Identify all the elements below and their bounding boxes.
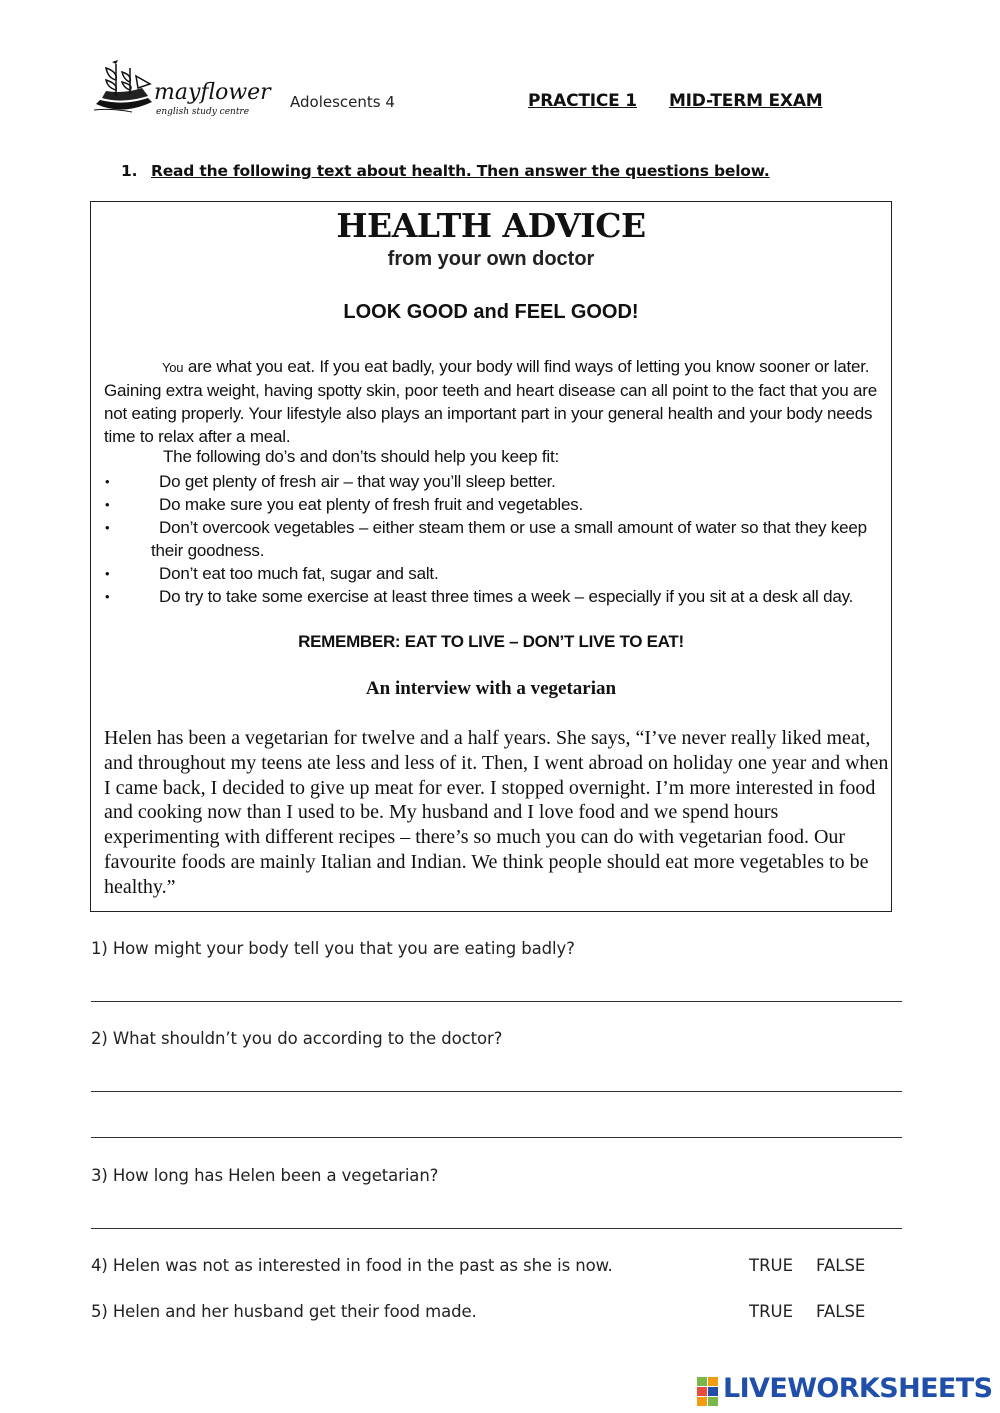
false-option-5[interactable]: FALSE xyxy=(816,1302,866,1321)
intro-paragraph xyxy=(104,355,884,448)
level-label: Adolescents 4 xyxy=(290,93,395,111)
exam-label: MID-TERM EXAM xyxy=(668,91,823,111)
liveworksheets-icon xyxy=(697,1377,719,1407)
bullet-icon: • xyxy=(105,474,110,489)
tips-list xyxy=(104,470,884,608)
instruction-text: Read the following text about health. Then answer the questions below. xyxy=(151,162,770,180)
bullet-icon: • xyxy=(105,589,110,604)
instruction xyxy=(121,162,770,180)
question-5: 5) Helen and her husband get their food made. xyxy=(91,1302,477,1321)
question-4: 4) Helen was not as interested in food in the past as she is now. xyxy=(91,1256,613,1275)
answer-line-2a[interactable] xyxy=(91,1091,902,1092)
true-option-4[interactable]: TRUE xyxy=(749,1256,794,1275)
question-1: 1) How might your body tell you that you are eating badly? xyxy=(91,939,575,958)
tip-text: Don’t overcook vegetables – either steam them or use a small amount of water so that they keep their goodness. xyxy=(151,518,867,560)
question-2: 2) What shouldn’t you do according to the doctor? xyxy=(91,1029,503,1048)
article-subtitle: from your own doctor xyxy=(387,248,595,270)
false-option-4[interactable]: FALSE xyxy=(816,1256,866,1275)
liveworksheets-watermark xyxy=(697,1373,997,1413)
paragraph-text: are what you eat. If you eat badly, your body will find ways of letting you know sooner or later. Gaining extra weight, having spotty skin, poor teeth and heart disease can all point to the fact that you are not eating properly. Your lifestyle also plays an important part in your general health and your body needs time to relax after a meal. xyxy=(104,357,877,446)
bullet-icon: • xyxy=(105,497,110,512)
paragraph-first-word: You xyxy=(162,360,184,375)
answer-line-3[interactable] xyxy=(91,1228,902,1229)
instruction-number: 1. xyxy=(121,162,138,180)
tip-text: Do make sure you eat plenty of fresh fruit and vegetables. xyxy=(159,495,584,514)
answer-line-2b[interactable] xyxy=(91,1137,902,1138)
list-item xyxy=(104,516,884,562)
practice-label: PRACTICE 1 xyxy=(528,91,637,111)
true-option-5[interactable]: TRUE xyxy=(749,1302,794,1321)
bullet-icon: • xyxy=(105,520,110,535)
list-item xyxy=(104,493,884,516)
watermark-text: LIVEWORKSHEETS xyxy=(723,1373,993,1404)
tip-text: Do get plenty of fresh air – that way you’ll sleep better. xyxy=(159,472,556,491)
tip-text: Do try to take some exercise at least three times a week – especially if you sit at a desk all day. xyxy=(159,587,854,606)
list-item xyxy=(104,585,884,608)
tip-text: Don’t eat too much fat, sugar and salt. xyxy=(159,564,439,583)
list-item xyxy=(104,470,884,493)
list-item xyxy=(104,562,884,585)
tips-intro: The following do’s and don’ts should help you keep fit: xyxy=(163,447,560,466)
logo-name: mayflower xyxy=(154,80,271,105)
question-3: 3) How long has Helen been a vegetarian? xyxy=(91,1166,439,1185)
interview-text: Helen has been a vegetarian for twelve and a half years. She says, “I’ve never really liked meat, and throughout my teens ate less and less of it. Then, I went abroad on holiday one year and when I came back, I decided to give up meat for ever. I stopped overnight. I’m more interested in food and cooking now than I used to be. My husband and I love food and we spend hours experimenting with different recipes – there’s so much you can do with vegetarian food. Our favourite foods are mainly Italian and Indian. We think people should eat more vegetables to be healthy.” xyxy=(104,727,889,898)
remember-note: REMEMBER: EAT TO LIVE – DON’T LIVE TO EAT! xyxy=(298,632,684,651)
bullet-icon: • xyxy=(105,566,110,581)
interview-title: An interview with a vegetarian xyxy=(365,678,617,699)
ship-logo-icon xyxy=(92,58,162,120)
exam-title xyxy=(528,91,823,111)
article-title: HEALTH ADVICE xyxy=(336,206,646,245)
mayflower-logo xyxy=(92,58,282,120)
logo-subtitle: english study centre xyxy=(156,107,250,117)
article-slogan: LOOK GOOD and FEEL GOOD! xyxy=(343,301,639,323)
answer-line-1[interactable] xyxy=(91,1001,902,1002)
